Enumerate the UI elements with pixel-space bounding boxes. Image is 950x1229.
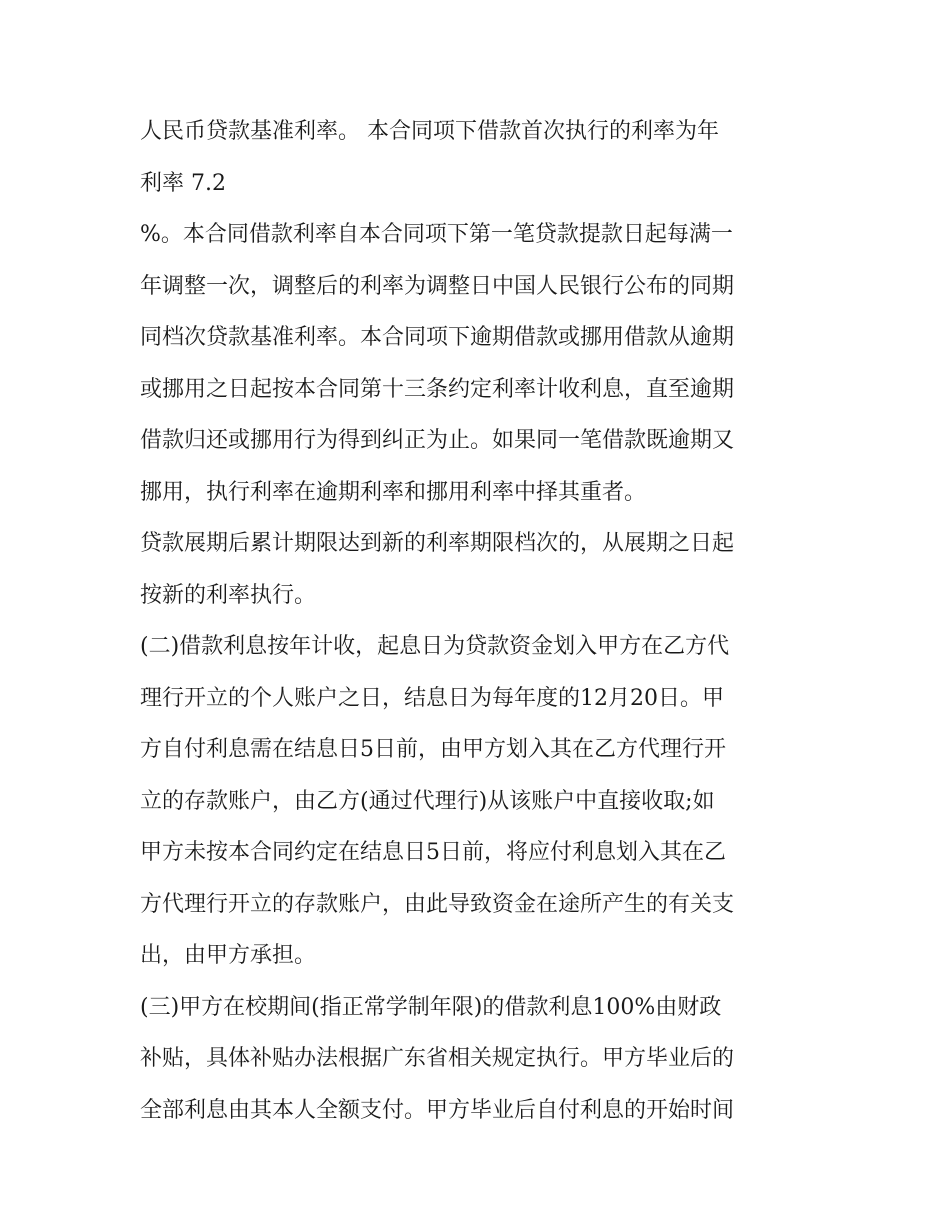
text-line: 甲方未按本合同约定在结息日5日前，将应付利息划入其在乙 [140,840,726,865]
text-line: 人民币贷款基准利率。 本合同项下借款首次执行的利率为年 [140,119,719,144]
text-line: 贷款展期后累计期限达到新的利率期限档次的，从展期之日起 [140,531,735,556]
text-line: 方自付利息需在结息日5日前，由甲方划入其在乙方代理行开 [140,737,726,762]
text-line: 出，由甲方承担。 [140,943,317,968]
text-line: 或挪用之日起按本合同第十三条约定利率计收利息，直至逾期 [140,376,735,402]
text-line: 按新的利率执行。 [140,582,317,608]
text-line: 全部利息由其本人全额支付。甲方毕业后自付利息的开始时间 [140,1097,735,1123]
contract-text [140,106,820,1136]
text-line: 借款归还或挪用行为得到纠正为止。如果同一笔借款既逾期又 [140,428,735,453]
text-line: 补贴，具体补贴办法根据广东省相关规定执行。甲方毕业后的 [140,1046,735,1071]
text-line: 方代理行开立的存款账户，由此导致资金在途所产生的有关支 [140,891,735,917]
text-line: 挪用，执行利率在逾期利率和挪用利率中择其重者。 [140,479,647,505]
text-line: (三)甲方在校期间(指正常学制年限)的借款利息100%由财政 [140,994,722,1020]
text-line: 年调整一次，调整后的利率为调整日中国人民银行公布的同期 [140,273,735,299]
text-line: 理行开立的个人账户之日，结息日为每年度的12月20日。甲 [140,685,724,711]
text-line: 同档次贷款基准利率。本合同项下逾期借款或挪用借款从逾期 [140,325,735,350]
text-line: (二)借款利息按年计收，起息日为贷款资金划入甲方在乙方代 [140,634,730,659]
text-line: 立的存款账户，由乙方(通过代理行)从该账户中直接收取;如 [140,788,715,814]
text-line: 利率 7.2 [140,170,226,196]
text-line: %。本合同借款利率自本合同项下第一笔贷款提款日起每满一 [140,222,733,247]
